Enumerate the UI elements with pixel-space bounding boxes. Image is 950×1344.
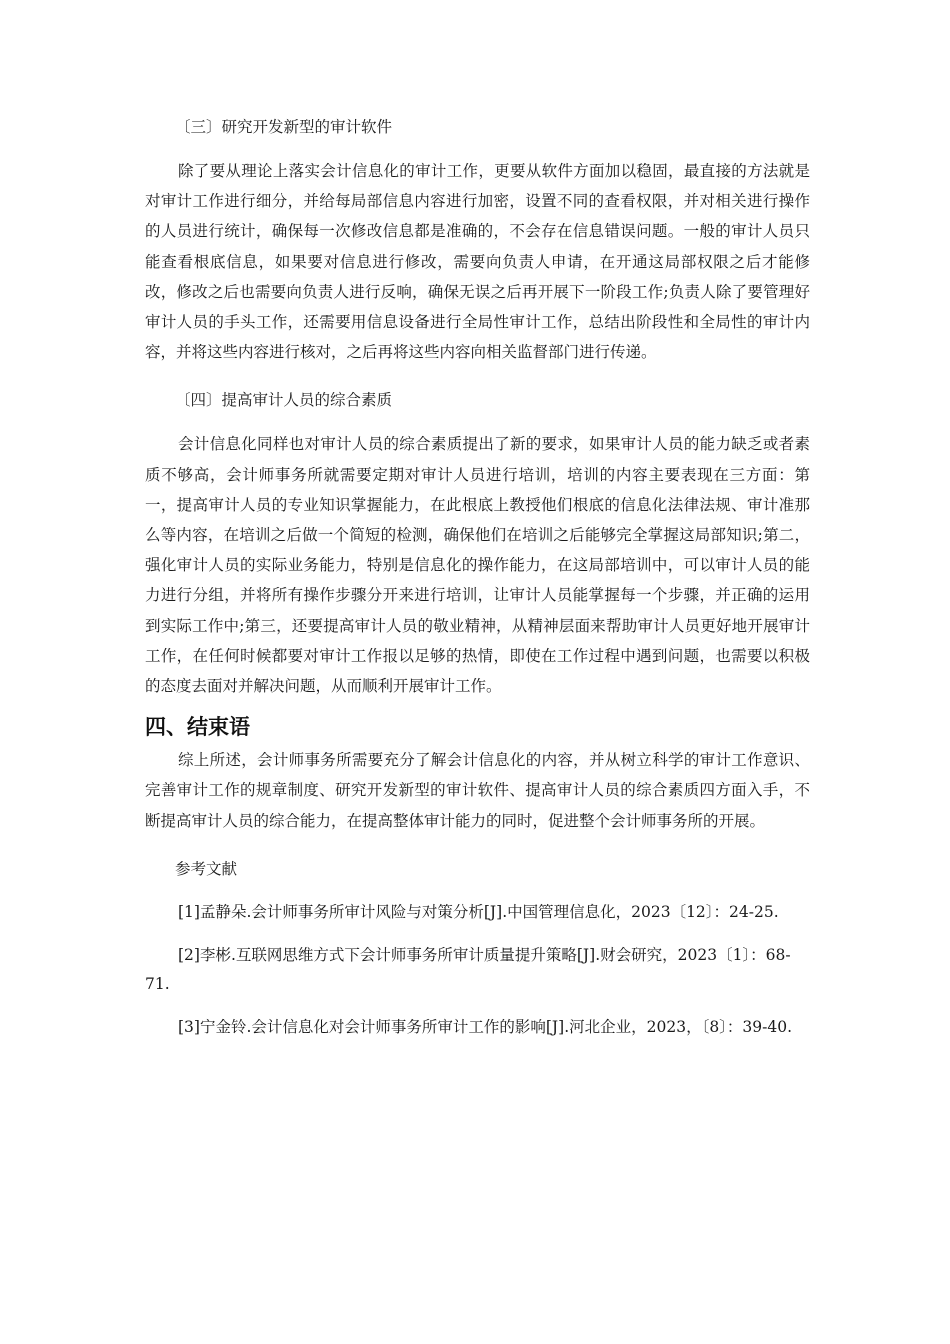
section-4-heading: 〔四〕提高审计人员的综合素质: [175, 391, 393, 410]
conclusion-paragraph: 综上所述，会计师事务所需要充分了解会计信息化的内容，并从树立科学的审计工作意识、完善审计工作的规章制度、研究开发新型的审计软件、提高审计人员的综合素质四方面入手，不断提高审计人员的综合能力，在提高整体审计能力的同时，促进整个会计师事务所的开展。: [145, 751, 810, 830]
reference-item-1: [1]孟静朵.会计师事务所审计风险与对策分析[J].中国管理信息化，2023〔12〕：24-25.: [178, 902, 779, 921]
section-4-paragraph: 会计信息化同样也对审计人员的综合素质提出了新的要求，如果审计人员的能力缺乏或者素质不够高，会计师事务所就需要定期对审计人员进行培训，培训的内容主要表现在三方面：第一，提高审计人员的专业知识掌握能力，在此根底上教授他们根底的信息化法律法规、审计准那么等内容，在培训之后做一个简短的检测，确保他们在培训之后能够完全掌握这局部知识;第二，强化审计人员的实际业务能力，特别是信息化的操作能力，在这局部培训中，可以审计人员的能力进行分组，并将所有操作步骤分开来进行培训，让审计人员能掌握每一个步骤，并正确的运用到实际工作中;第三，还要提高审计人员的敬业精神，从精神层面来帮助审计人员更好地开展审计工作，在任何时候都要对审计工作报以足够的热情，即使在工作过程中遇到问题，也需要以积极的态度去面对并解决问题，从而顺利开展审计工作。: [145, 435, 810, 696]
conclusion-heading: 四、结束语: [145, 715, 250, 740]
references-title: 参考文献: [175, 859, 238, 878]
reference-item-3: [3]宁金铃.会计信息化对会计师事务所审计工作的影响[J].河北企业，2023，〔8〕：39-40.: [178, 1017, 793, 1036]
section-3-heading: 〔三〕研究开发新型的审计软件: [175, 118, 393, 136]
reference-item-2: [2]李彬.互联网思维方式下会计师事务所审计质量提升策略[J].财会研究，2023〔1〕：68-71.: [145, 945, 791, 993]
section-3-paragraph: 除了要从理论上落实会计信息化的审计工作，更要从软件方面加以稳固，最直接的方法就是对审计工作进行细分，并给每局部信息内容进行加密，设置不同的查看权限，并对相关进行操作的人员进行统计，确保每一次修改信息都是准确的，不会存在信息错误问题。一般的审计人员只能查看根底信息，如果要对信息进行修改，需要向负责人申请，在开通这局部权限之后才能修改，修改之后也需要向负责人进行反响，确保无误之后再开展下一阶段工作;负责人除了要管理好审计人员的手头工作，还需要用信息设备进行全局性审计工作，总结出阶段性和全局性的审计内容，并将这些内容进行核对，之后再将这些内容向相关监督部门进行传递。: [145, 162, 810, 362]
document-page: [145, 108, 810, 1042]
